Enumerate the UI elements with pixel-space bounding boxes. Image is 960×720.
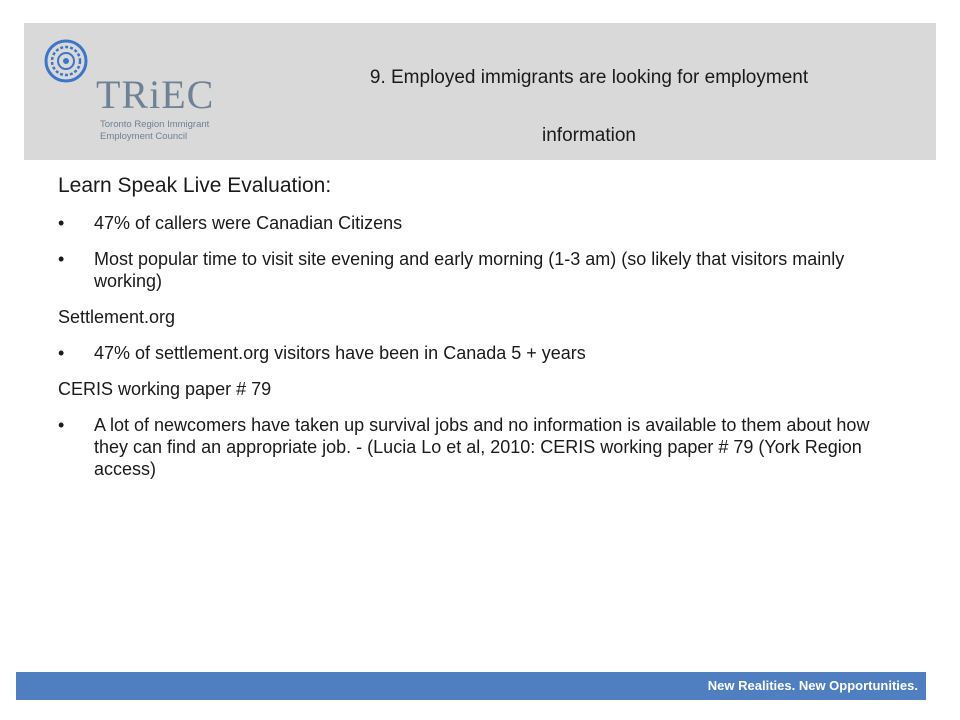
bullet-text: 47% of settlement.org visitors have been in Canada 5 + years <box>94 343 586 363</box>
section-heading-ceris: CERIS working paper # 79 <box>58 379 272 399</box>
section-heading-settlement: Settlement.org <box>58 307 176 327</box>
bullet-marker: • <box>58 213 65 233</box>
section-heading-learn-speak-live: Learn Speak Live Evaluation: <box>58 174 332 197</box>
bullet-item <box>58 342 908 364</box>
bullet-text: 47% of callers were Canadian Citizens <box>94 213 403 233</box>
bullet-item <box>58 414 908 480</box>
bullet-marker: • <box>58 415 65 435</box>
slide-title <box>274 67 904 147</box>
bullet-item <box>58 212 908 234</box>
slide-footer-bar <box>16 672 926 700</box>
bullet-marker: • <box>58 249 65 269</box>
logo-wordmark <box>96 72 215 117</box>
logo-subtitle-line1: Toronto Region Immigrant <box>100 119 210 130</box>
bullet-text: Most popular time to visit site evening and early morning (1-3 am) (so likely that visitors mainly working) <box>94 249 845 291</box>
triec-emblem-icon <box>44 39 88 83</box>
logo-wordmark-text: TRiEC <box>96 72 215 117</box>
slide-header <box>24 23 936 160</box>
logo-subtitle <box>100 119 209 143</box>
slide-body <box>58 174 908 494</box>
bullet-marker: • <box>58 343 65 363</box>
logo-subtitle-line2: Employment Council <box>100 131 188 142</box>
footer-tagline: New Realities. New Opportunities. <box>707 678 918 693</box>
slide-title-line2: information <box>542 125 636 146</box>
bullet-text: A lot of newcomers have taken up survival jobs and no information is available to them about how they can find an appropriate job. - (Lucia Lo et al, 2010: CERIS working paper # 79 (York Region access) <box>94 415 870 479</box>
bullet-item <box>58 248 908 292</box>
slide-title-line1: 9. Employed immigrants are looking for employment <box>369 67 809 88</box>
